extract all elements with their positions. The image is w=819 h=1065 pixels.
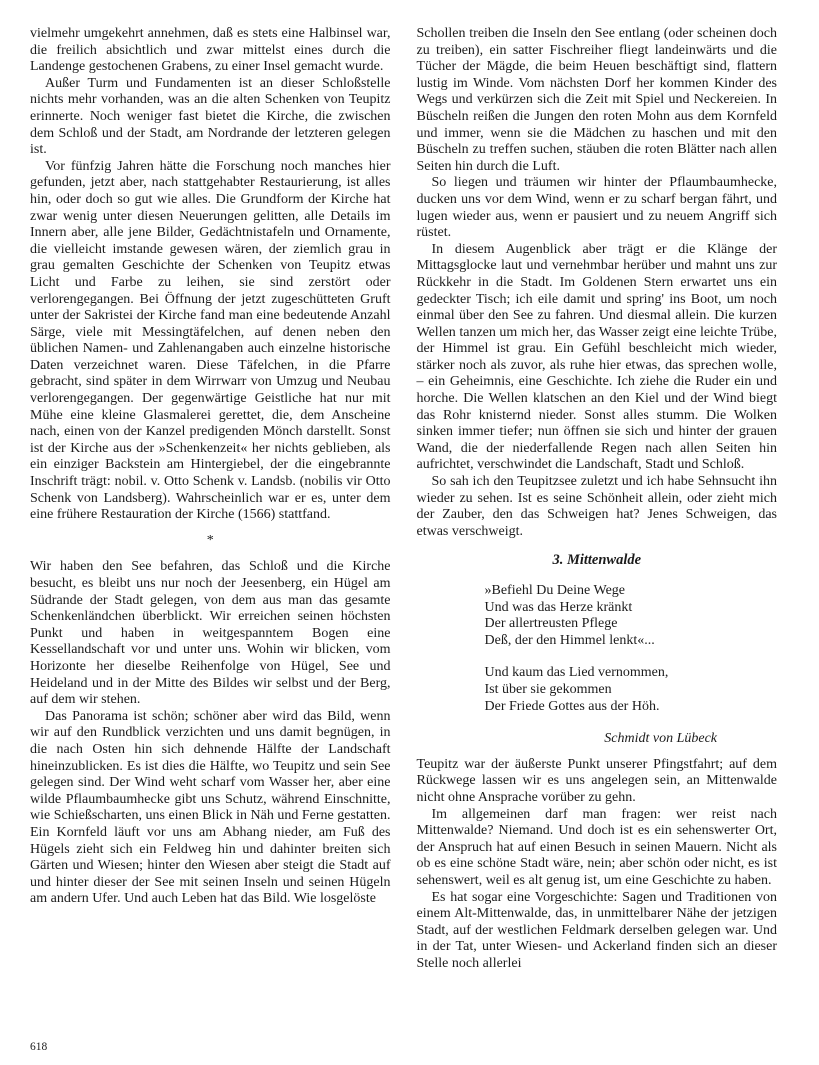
paragraph: So liegen und träumen wir hinter der Pflaumbaumhecke, ducken uns vor dem Wind, wenn er zu scharf bergan fährt, und lugen wieder aus, wenn er pausiert und zu neuem Angriff sich rüstet. bbox=[416, 175, 777, 241]
paragraph: Teupitz war der äußerste Punkt unserer Pfingstfahrt; auf dem Rückwege lassen wir es uns angelegen sein, an Mittenwalde nicht ohne Ansprache vorüber zu gehn. bbox=[416, 756, 777, 805]
paragraph: Im allgemeinen darf man fragen: wer reist nach Mittenwalde? Niemand. Und doch ist es ein sehenswerter Ort, der Anspruch hat auf einen Besuch in seinen Mauern. Nicht als ob es eine schöne Stadt wäre, nein; aber schön oder nicht, es ist sehenswert, weil es alt genug ist, um eine Geschichte zu haben. bbox=[416, 806, 777, 888]
poem-quote bbox=[485, 583, 778, 715]
poem-line: »Befiehl Du Deine Wege bbox=[484, 583, 626, 598]
two-column-layout bbox=[30, 26, 777, 972]
paragraph: vielmehr umgekehrt annehmen, daß es stets eine Halbinsel war, die freilich absichtlich und zwar mittelst eines durch die Landenge gestochenen Grabens, zu einer Insel gemacht wurde. bbox=[30, 26, 391, 75]
right-column bbox=[417, 26, 778, 972]
paragraph: Das Panorama ist schön; schöner aber wird das Bild, wenn wir auf den Rundblick verzichten und uns damit begnügen, in die nach Osten hin sich dehnende Hälfte der Landschaft hineinzublicken. Es ist dies die Hälfte, wo Teupitz und sein See gelegen sind. Der Wind weht scharf vom Wasser her, aber eine wilde Pflaumbaumhecke gibt uns Schutz, während Einschnitte, wie Schießscharten, uns einen Blick in Näh und Ferne gestatten. Ein Kornfeld läuft vor uns am Abhang nieder, am Fuß des Hügels zieht sich ein Feldweg hin und dahinter breiten sich Gärten und Wiesen; hinter den Wiesen aber steigt die Stadt auf und hinter dieser der See mit seinen Inseln und seinen Hügeln am andern Ufer. Und auch Leben hat das Bild. Wie losgelöste bbox=[30, 708, 391, 907]
paragraph: Es hat sogar eine Vorgeschichte: Sagen und Traditionen von einem Alt-Mittenwalde, das, in unmittelbarer Nähe der jetzigen Stadt, auf der westlichen Feldmark derselben gelegen war. Und in der Tat, unter Wiesen- und Ackerland finden sich an dieser Stelle noch allerlei bbox=[416, 889, 777, 971]
section-separator: * bbox=[206, 532, 214, 548]
poem-line: Ist über sie gekommen bbox=[484, 681, 612, 697]
poem-line: Und was das Herze kränkt bbox=[484, 599, 633, 615]
paragraph: Wir haben den See befahren, das Schloß und die Kirche besucht, es bleibt uns nur noch der Jeesenberg, ein Hügel am Südrande der Stadt gelegen, von dem aus man das gesamte Schenkenländchen überblickt. Wir erreichen seinen höchsten Punkt und haben in weitgespanntem Bogen eine Kessellandschaft vor und unter uns. Wohin wir blicken, vom Horizonte her dieselbe Reihenfolge von Hügel, See und Heideland und in der Mitte des Bildes wir selbst und der Berg, auf dem wir stehen. bbox=[30, 559, 391, 708]
paragraph: In diesem Augenblick aber trägt er die Klänge der Mittagsglocke laut und vernehmbar herüber und mahnt uns zur Rückkehr in die Stadt. Im Goldenen Stern erwartet uns ein gedeckter Tisch; ich eile damit und spring' ins Boot, um noch einmal über den See zu fahren. Und diesmal allein. Die kurzen Wellen tanzen um mich her, das Wasser zeigt eine leichte Trübe, der Himmel ist grau. Ein Gefühl beschleicht mich wieder, stärker noch als zuvor, als ruhe hier etwas, das sprechen wolle, – ein Geheimnis, eine Geschichte. Ich ziehe die Ruder ein und horche. Die Wellen klatschen an den Kiel und der Wind biegt das Rohr knisternd nieder. Sonst alles stumm. Die Wolken sinken immer tiefer; nun öffnen sie sich und hinter der grauen Wand, die der niederfallende Regen nach allen Seiten hin aufrichtet, verschwindet die Landschaft, Stadt und Schloß. bbox=[416, 241, 777, 473]
poem-stanza bbox=[485, 665, 778, 715]
poem-line: Deß, der den Himmel lenkt«... bbox=[484, 632, 655, 648]
paragraph: Außer Turm und Fundamenten ist an dieser Schloßstelle nichts mehr vorhanden, was an die alten Schenken von Teupitz erinnerte. Noch weniger fast bietet die Kirche, die zwischen dem Schloß und der Stadt, am Nordrande der letzteren gelegen ist. bbox=[30, 75, 391, 158]
poem-line: Der Friede Gottes aus der Höh. bbox=[484, 698, 660, 714]
left-column bbox=[30, 26, 391, 972]
paragraph: Vor fünfzig Jahren hätte die Forschung noch manches hier gefunden, jetzt aber, nach stattgehabter Restaurierung, ist alles hin, oder doch so gut wie alles. Die Grundform der Kirche hat zwar wenig unter diesen Neuerungen gelitten, alle Details im Innern aber, alle jene Bilder, Gedächtnistafeln und Ornamente, die vielleicht imstande gewesen wären, der ziemlich grau in grau gemalten Geschichte der Schenken von Teupitz etwas Licht und Farbe zu leihen, sie sind zerstört oder verlorengegangen. Bei Öffnung der jetzt zugeschütteten Gruft unter der Sakristei der Kirche fand man eine bedeutende Anzahl Särge, viele mit Messingtäfelchen, auf denen neben den üblichen Namen- und Zahlenangaben auch einzelne historische Daten verzeichnet waren. Diese Täfelchen, in die Pfarre gebracht, sind später in dem Wirrwarr von Umzug und Neubau verlorengegangen. Der gegenwärtige Geistliche hat nur mit Mühe eine kleine Glasmalerei gerettet, die, dem Anscheine nach, einen von der Kanzel predigenden Mönch darstellt. Sonst ist der Kirche aus der »Schenkenzeit« her nichts geblieben, als ein einziger Backstein am Hintergiebel, der die eingebrannte Inschrift trägt: nobil. v. Otto Schenk v. Landsb. (nobilis vir Otto Schenk von Landsberg). Wahrscheinlich war er es, unter dem eine frühere Restauration der Kirche (1566) stattfand. bbox=[30, 158, 391, 523]
poem-attribution: Schmidt von Lübeck bbox=[604, 731, 717, 747]
page-number: 618 bbox=[30, 1040, 48, 1053]
poem-line: Und kaum das Lied vernommen, bbox=[484, 665, 669, 681]
paragraph: So sah ich den Teupitzsee zuletzt und ich habe Sehnsucht ihn wieder zu sehen. Ist es seine Schönheit allein, oder zieht mich der Zauber, den das Schweigen hat? Jenes Schweigen, das etwas verschweigt. bbox=[416, 474, 777, 539]
section-heading: 3. Mittenwalde bbox=[552, 552, 642, 569]
paragraph: Schollen treiben die Inseln den See entlang (oder scheinen doch zu treiben), ein satter Fischreiher fliegt landeinwärts und die Tücher der Mägde, die beim Heuen beschäftigt sind, flattern lustig im Winde. Vom nächsten Dorf her kommen Kinder des Wegs und verkürzen sich die Zeit mit Spiel und Neckereien. In Büscheln reißen die Jungen den roten Mohn aus dem Kornfeld und immer, wenn sie die Mädchen zu haschen und mit den Büscheln zu treffen suchen, stäuben die roten Blätter nach allen Seiten hin durch die Luft. bbox=[416, 26, 777, 174]
poem-stanza bbox=[485, 583, 778, 649]
poem-line: Der allertreusten Pflege bbox=[484, 616, 618, 632]
